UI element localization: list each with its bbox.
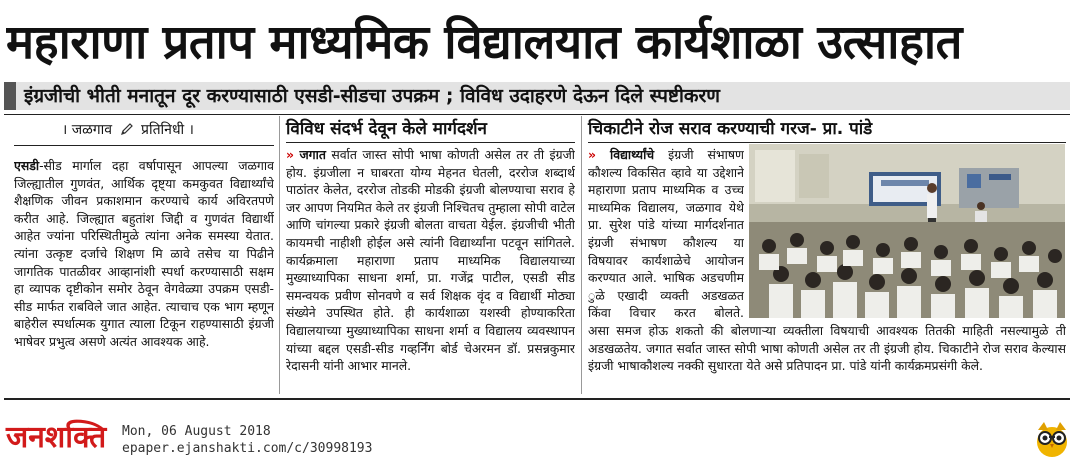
- article-column-3-full: [588, 322, 1066, 394]
- article-column-3-side: [588, 146, 744, 322]
- owl-icon[interactable]: [1034, 418, 1070, 458]
- subheadline-marker: [4, 82, 16, 110]
- col3-rule: [588, 142, 1066, 143]
- subheadline-bar: [4, 82, 1070, 110]
- byline-place: । जळगाव: [62, 122, 113, 138]
- col2-text: सर्वात जास्त सोपी भाषा कोणती असेल तर ती इंग्रजी होय. इंग्रजीला न घाबरता योग्य मेहनत घेतली, दररोज शब्दार्थ पाठांतर केलेत, दररोज तोडकी मोडकी इंग्रजी बोलण्याचा सराव हे जर आपण नियमित केले तर इंग्रजी निश्चितच तुम्हाला सोपी वाटेल आणि चांगल्या प्रकारे इंग्रजी बोलता वाचता येईल. इंग्रजीची भीती कायमची नाहीशी होईल असे त्यांनी विद्यार्थ्यांना पटवून सांगितले. कार्यक्रमाला महाराणा प्रताप माध्यमिक विद्यालयाच्या मुख्याध्यापिका साधना शर्मा, प्रा. गजेंद्र पाटील, एसडी सीड समन्वयक प्रवीण सोनवणे व सर्व शिक्षक वृंद व विद्यार्थी मोठ्या संख्येने उपस्थित होते. ही कार्यशाळा यशस्वी होण्याकरिता विद्यालयाच्या मुख्याध्यापिका साधना शर्मा व विद्यालय व्यवस्थापन यांच्या बद्दल एसडी-सीड गव्हर्निंग बोर्ड चेअरमन डॉ. प्रसन्नकुमार रेदासनी यांनी आभार मानले.: [286, 147, 575, 374]
- col2-rule: [286, 142, 575, 143]
- col3-marker: »: [588, 147, 597, 162]
- col3-lead: विद्यार्थ्यांचे: [609, 147, 655, 162]
- col3-text-side: इंग्रजी संभाषण कौशल्य विकसित व्हावे या उद्देशाने महाराणा प्रताप माध्यमिक व उच्च माध्यमिक विद्यालय, जळगाव येथे प्रा. सुरेश पांडे यांच्या मार्गदर्शनात इंग्रजी संभाषण कौशल्य या विषयावर कार्यशाळेचे आयोजन करण्यात आले. भाषिक अडचणीम ुळे एखादी व्यक्ती अडखळत किंवा विचार करत बोलते.: [588, 147, 744, 321]
- edition-url[interactable]: epaper.ejanshakti.com/c/30998193: [122, 441, 373, 456]
- publication-logo: जनशक्ति: [6, 420, 107, 455]
- column-divider-1: [279, 116, 280, 394]
- subheadline-text: इंग्रजीची भीती मनातून दूर करण्यासाठी एसडी-सीडचा उपक्रम ; विविध उदाहरणे देऊन दिले स्पष्टीकरण: [24, 85, 720, 107]
- column-divider-2: [581, 116, 582, 394]
- divider-top: [4, 114, 1070, 115]
- col2-lead: जगात: [299, 147, 326, 162]
- seminar-photo: [749, 144, 1065, 318]
- byline: [62, 120, 194, 139]
- divider-bottom: [4, 398, 1070, 400]
- byline-reporter: प्रतिनिधी ।: [140, 122, 194, 138]
- col1-rule: [14, 145, 274, 146]
- article-column-1: [14, 157, 274, 392]
- article-column-2: [286, 146, 575, 394]
- col1-lead: एसडी: [14, 158, 40, 173]
- col3-text-full: असा समज होऊ शकतो की बोलणाऱ्या व्यक्तीला विषयाची आवश्यक तितकी माहिती नसल्यामुळे ती अडखळतेय. जगात सर्वात जास्त सोपी भाषा कोणती असेल तर ती इंग्रजी होय. चिकाटीने रोज सराव केल्यास इंग्रजी भाषाकौशल्य नक्की सुधारता येते असे प्रतिपादन प्रा. पांडे यांनी कार्यक्रमप्रसंगी केले.: [588, 323, 1066, 374]
- col1-text: -सीड मार्गाल दहा वर्षापासून आपल्या जळगाव जिल्ह्यातील गुणवंत, आर्थिक दृष्ट्या कमकुवत विद्यार्थ्यांचे शैक्षणिक जीवन प्रकाशमान करण्याचे कार्य अविरतपणे करीत आहे. जिल्ह्यात बहुतांश जिद्दी व गुणवंत विद्यार्थी आहेत ज्यांना परिस्थितीमुळे त्यांना अनेक समस्या येतात. त्यांना उत्कृष्ट दर्जाचे शिक्षण मि ळावे तसेच या पिढीने जागतिक पातळीवर आव्हानांशी स्पर्धा करण्यासाठी सक्षम हा व्यापक दृष्टीकोन समोर ठेवून वेगवेळ्या उपक्रम एसडी-सीड मार्फत राबविले जात आहेत. त्याचाच एक भाग म्हणून बाहेरील स्पर्धात्मक युगात त्याला टिकून राहण्यासाठी इंग्रजी भाषेवर प्रभुत्व असणे अत्यंत आवश्यक आहे.: [14, 158, 274, 349]
- page-headline: महाराणा प्रताप माध्यमिक विद्यालयात कार्यशाळा उत्साहात: [6, 15, 962, 70]
- col3-heading: चिकाटीने रोज सराव करण्याची गरज- प्रा. पांडे: [588, 119, 873, 139]
- col2-marker: »: [286, 147, 295, 162]
- edition-date: Mon, 06 August 2018: [122, 424, 271, 439]
- col2-heading: विविध संदर्भ देवून केले मार्गदर्शन: [286, 119, 487, 139]
- pen-icon: [120, 122, 134, 136]
